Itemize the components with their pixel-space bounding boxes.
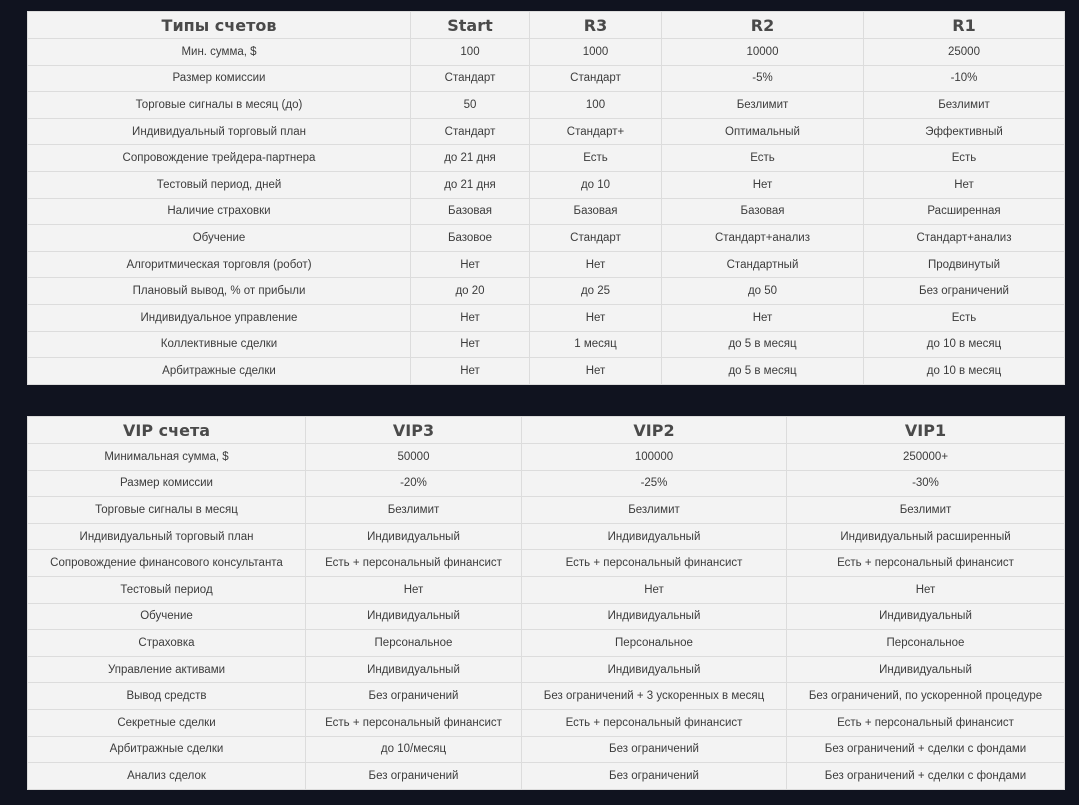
value-cell: Стандартный [662,251,864,278]
table-row [28,225,1065,252]
row-label-cell: Алгоритмическая торговля (робот) [28,251,411,278]
value-cell: до 5 в месяц [662,358,864,385]
value-cell: Есть [662,145,864,172]
row-label-cell: Обучение [28,603,306,630]
value-cell: Безлимит [864,92,1065,119]
value-cell: Стандарт [530,225,662,252]
vip-accounts-table [27,416,1065,790]
table-row [28,331,1065,358]
value-cell: Персональное [522,630,787,657]
table-row [28,145,1065,172]
value-cell: до 21 дня [411,171,530,198]
value-cell: 100 [411,39,530,66]
value-cell: Персональное [787,630,1065,657]
row-label-cell: Мин. сумма, $ [28,39,411,66]
value-cell: Стандарт [530,65,662,92]
value-cell: Индивидуальный [522,523,787,550]
value-cell: Нет [864,171,1065,198]
header-cell-vip1: VIP1 [787,417,1065,444]
value-cell: Есть + персональный финансист [522,709,787,736]
table-row [28,497,1065,524]
table-row [28,576,1065,603]
value-cell: Нет [411,251,530,278]
value-cell: 50000 [306,444,522,471]
value-cell: Нет [662,171,864,198]
row-label-cell: Наличие страховки [28,198,411,225]
value-cell: до 5 в месяц [662,331,864,358]
header-cell-vip3: VIP3 [306,417,522,444]
table-row [28,198,1065,225]
row-label-cell: Обучение [28,225,411,252]
value-cell: 50 [411,92,530,119]
row-label-cell: Индивидуальный торговый план [28,523,306,550]
value-cell: 10000 [662,39,864,66]
table-row [28,470,1065,497]
value-cell: Индивидуальный [522,603,787,630]
value-cell: Без ограничений [522,736,787,763]
value-cell: Безлимит [522,497,787,524]
table-header-row [28,12,1065,39]
value-cell: -30% [787,470,1065,497]
value-cell: Без ограничений, по ускоренной процедуре [787,683,1065,710]
value-cell: Есть + персональный финансист [306,709,522,736]
header-cell-account-types: Типы счетов [28,12,411,39]
row-label-cell: Сопровождение финансового консультанта [28,550,306,577]
row-label-cell: Индивидуальное управление [28,304,411,331]
value-cell: Персональное [306,630,522,657]
value-cell: до 10/месяц [306,736,522,763]
value-cell: Нет [662,304,864,331]
value-cell: 1 месяц [530,331,662,358]
value-cell: Есть + персональный финансист [306,550,522,577]
row-label-cell: Управление активами [28,656,306,683]
row-label-cell: Тестовый период [28,576,306,603]
value-cell: Эффективный [864,118,1065,145]
value-cell: Индивидуальный [306,656,522,683]
row-label-cell: Плановый вывод, % от прибыли [28,278,411,305]
table-row [28,171,1065,198]
value-cell: 1000 [530,39,662,66]
row-label-cell: Анализ сделок [28,763,306,790]
value-cell: Индивидуальный [306,523,522,550]
value-cell: 100 [530,92,662,119]
header-cell-r1: R1 [864,12,1065,39]
row-label-cell: Торговые сигналы в месяц (до) [28,92,411,119]
header-cell-start: Start [411,12,530,39]
table-row [28,358,1065,385]
header-cell-r2: R2 [662,12,864,39]
table-row [28,763,1065,790]
value-cell: Нет [787,576,1065,603]
table-row [28,550,1065,577]
table-row [28,603,1065,630]
value-cell: 25000 [864,39,1065,66]
row-label-cell: Торговые сигналы в месяц [28,497,306,524]
value-cell: Базовая [662,198,864,225]
row-label-cell: Секретные сделки [28,709,306,736]
table-row [28,523,1065,550]
row-label-cell: Размер комиссии [28,65,411,92]
value-cell: Без ограничений [306,763,522,790]
value-cell: Без ограничений [864,278,1065,305]
value-cell: Индивидуальный [306,603,522,630]
value-cell: Есть + персональный финансист [787,550,1065,577]
value-cell: Индивидуальный [522,656,787,683]
value-cell: Стандарт+ [530,118,662,145]
value-cell: Стандарт [411,118,530,145]
value-cell: Без ограничений + сделки с фондами [787,763,1065,790]
value-cell: Безлимит [662,92,864,119]
row-label-cell: Вывод средств [28,683,306,710]
value-cell: Индивидуальный расширенный [787,523,1065,550]
value-cell: Стандарт [411,65,530,92]
table-row [28,444,1065,471]
value-cell: Без ограничений + сделки с фондами [787,736,1065,763]
value-cell: до 50 [662,278,864,305]
value-cell: Нет [411,331,530,358]
value-cell: Индивидуальный [787,656,1065,683]
value-cell: до 21 дня [411,145,530,172]
value-cell: Нет [530,304,662,331]
value-cell: 250000+ [787,444,1065,471]
table-row [28,736,1065,763]
value-cell: Безлимит [787,497,1065,524]
value-cell: Стандарт+анализ [864,225,1065,252]
value-cell: до 25 [530,278,662,305]
header-cell-vip-accounts: VIP счета [28,417,306,444]
table-row [28,251,1065,278]
value-cell: до 10 в месяц [864,331,1065,358]
value-cell: Есть [530,145,662,172]
value-cell: Базовое [411,225,530,252]
value-cell: Есть + персональный финансист [522,550,787,577]
value-cell: Расширенная [864,198,1065,225]
value-cell: -20% [306,470,522,497]
row-label-cell: Размер комиссии [28,470,306,497]
value-cell: Стандарт+анализ [662,225,864,252]
value-cell: Нет [411,304,530,331]
value-cell: Безлимит [306,497,522,524]
value-cell: Базовая [530,198,662,225]
header-cell-r3: R3 [530,12,662,39]
value-cell: Нет [306,576,522,603]
value-cell: -5% [662,65,864,92]
value-cell: Продвинутый [864,251,1065,278]
table-row [28,656,1065,683]
value-cell: -10% [864,65,1065,92]
table-header-row [28,417,1065,444]
value-cell: Нет [530,358,662,385]
row-label-cell: Тестовый период, дней [28,171,411,198]
value-cell: Нет [530,251,662,278]
account-types-table [27,11,1065,385]
row-label-cell: Индивидуальный торговый план [28,118,411,145]
table-row [28,65,1065,92]
value-cell: до 10 [530,171,662,198]
value-cell: Индивидуальный [787,603,1065,630]
row-label-cell: Сопровождение трейдера-партнера [28,145,411,172]
value-cell: Есть [864,145,1065,172]
row-label-cell: Минимальная сумма, $ [28,444,306,471]
row-label-cell: Арбитражные сделки [28,736,306,763]
value-cell: Нет [522,576,787,603]
value-cell: 100000 [522,444,787,471]
value-cell: Без ограничений [306,683,522,710]
value-cell: Есть + персональный финансист [787,709,1065,736]
table-row [28,683,1065,710]
value-cell: Оптимальный [662,118,864,145]
table-row [28,630,1065,657]
table-row [28,709,1065,736]
value-cell: Без ограничений + 3 ускоренных в месяц [522,683,787,710]
header-cell-vip2: VIP2 [522,417,787,444]
value-cell: Нет [411,358,530,385]
value-cell: Без ограничений [522,763,787,790]
value-cell: до 10 в месяц [864,358,1065,385]
table-row [28,118,1065,145]
row-label-cell: Коллективные сделки [28,331,411,358]
row-label-cell: Страховка [28,630,306,657]
table-row [28,92,1065,119]
table-row [28,39,1065,66]
row-label-cell: Арбитражные сделки [28,358,411,385]
value-cell: до 20 [411,278,530,305]
table-row [28,304,1065,331]
value-cell: -25% [522,470,787,497]
value-cell: Базовая [411,198,530,225]
table-row [28,278,1065,305]
value-cell: Есть [864,304,1065,331]
